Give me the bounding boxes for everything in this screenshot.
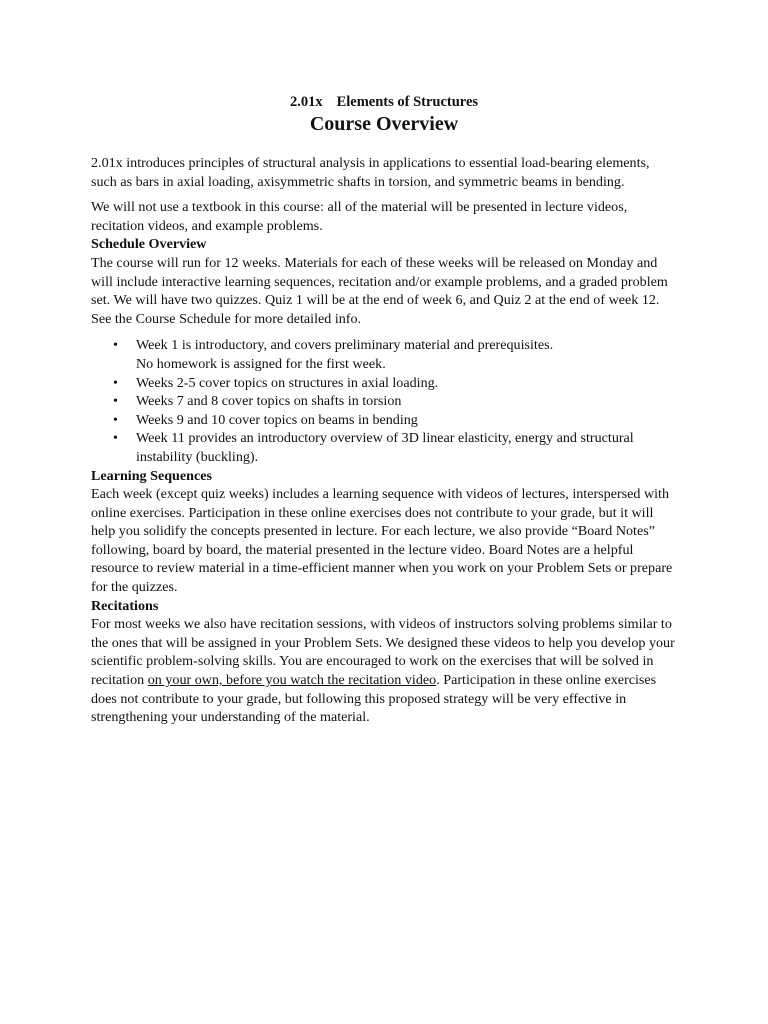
course-header bbox=[0, 94, 768, 111]
recitations-text-start: For most weeks we also have recitation sessions, with videos of instructors solving problems similar to the ones that will be assigned in your Problem Sets. We designed these videos to help you develop your scientific problem-solving skills. You are encouraged to work on the exercises that will be solved in recitation bbox=[91, 616, 675, 689]
list-item-text: Week 1 is introductory, and covers preliminary material and prerequisites. bbox=[136, 337, 554, 354]
list-item-text: Weeks 7 and 8 cover topics on shafts in torsion bbox=[136, 393, 402, 410]
list-item-text: Weeks 2-5 cover topics on structures in axial loading. bbox=[136, 374, 439, 391]
course-name: Elements of Structures bbox=[336, 94, 479, 110]
list-item bbox=[91, 336, 677, 373]
course-code: 2.01x bbox=[289, 94, 323, 110]
list-item bbox=[91, 411, 677, 430]
bullet-icon: • bbox=[113, 337, 118, 354]
intro-paragraph: 2.01x introduces principles of structural analysis in applications to essential load-bearing elements, such as bars in axial loading, axisymmetric shafts in torsion, and symmetric beams in bending. bbox=[91, 155, 650, 190]
bullet-icon: • bbox=[113, 393, 118, 410]
learning-paragraph: Each week (except quiz weeks) includes a learning sequence with videos of lectures, interspersed with online exercises. Participation in these online exercises does not contribute to your grade, but it will help you solidify the concepts presented in lecture. For each lecture, we also provide “Board Notes” following, board by board, the material presented in the lecture video. Board Notes are a helpful resource to review material in a time-efficient manner when you work on your Problem Sets or prepare for the quizzes. bbox=[91, 486, 673, 596]
textbook-paragraph: We will not use a textbook in this course: all of the material will be presented in lecture videos, recitation videos, and example problems. bbox=[91, 199, 628, 234]
list-item-text: Week 11 provides an introductory overview of 3D linear elasticity, energy and structural instability (buckling). bbox=[136, 430, 634, 465]
recitations-heading: Recitations bbox=[91, 597, 159, 614]
learning-heading: Learning Sequences bbox=[91, 467, 212, 484]
page-title: Course Overview bbox=[309, 113, 459, 135]
recitations-underlined-text: on your own, before you watch the recitation video bbox=[147, 672, 437, 689]
list-item bbox=[91, 374, 677, 393]
recitations-paragraph bbox=[91, 615, 677, 727]
list-item bbox=[91, 429, 677, 466]
week-list bbox=[91, 336, 677, 466]
bullet-icon: • bbox=[113, 374, 118, 391]
bullet-icon: • bbox=[113, 430, 118, 447]
bullet-icon: • bbox=[113, 411, 118, 428]
document-body bbox=[91, 154, 677, 727]
recitations-text-end: . Participation in these online exercises does not contribute to your grade, but following this proposed strategy will be very effective in strengthening your understanding of the material. bbox=[91, 672, 657, 726]
list-item bbox=[91, 392, 677, 411]
schedule-paragraph: The course will run for 12 weeks. Materials for each of these weeks will be released on Monday and will include interactive learning sequences, recitation and/or example problems, and a graded problem set. We will have two quizzes. Quiz 1 will be at the end of week 6, and Quiz 2 at the end of week 12. See the Course Schedule for more detailed info. bbox=[91, 254, 668, 327]
schedule-heading: Schedule Overview bbox=[91, 236, 207, 253]
list-item-text: Weeks 9 and 10 cover topics on beams in bending bbox=[136, 411, 418, 428]
list-item-subtext: No homework is assigned for the first week. bbox=[136, 355, 386, 372]
